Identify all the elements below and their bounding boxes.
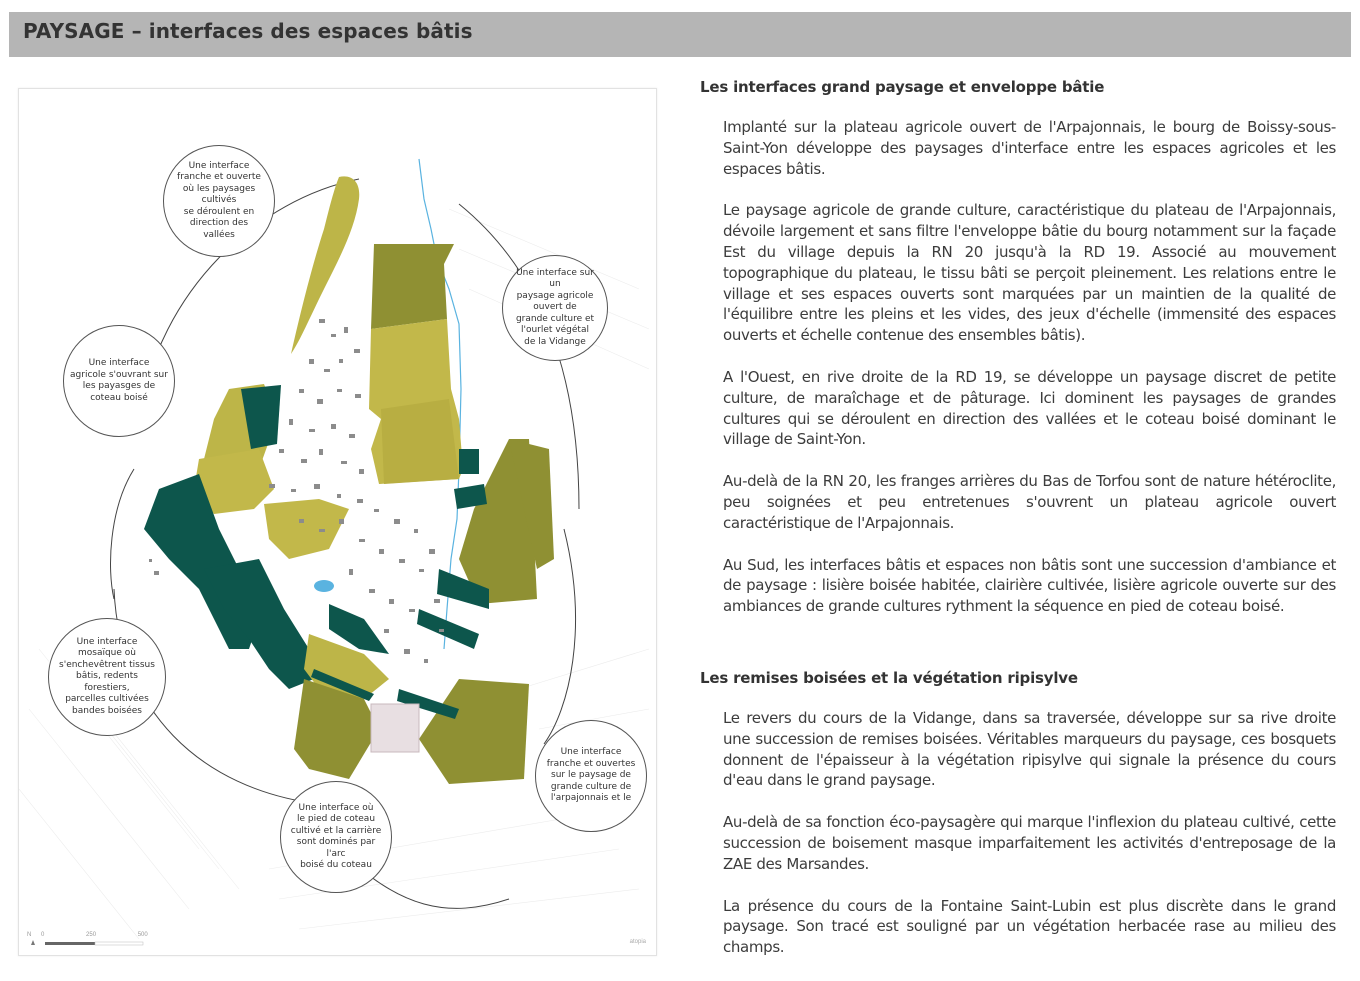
- map-credit: atopia: [629, 939, 646, 945]
- interface-bubble-southwest: Une interface mosaïque où s'enchevêtrent tissus bâtis, redents forestiers, parcelles cultivées bandes boisées: [48, 618, 166, 736]
- north-label: N: [27, 932, 32, 938]
- scale-labels: [27, 932, 148, 938]
- interface-bubble-west: Une interface agricole s'ouvrant sur les payasges de coteau boisé: [63, 325, 175, 437]
- paragraph: Au-delà de sa fonction éco-paysagère qui marque l'inflexion du plateau cultivé, cette succession de boisement masque imparfaitement les activités d'entreposage de la ZAE des Marsandes.: [723, 813, 1336, 873]
- interface-bubble-southeast: Une interface franche et ouvertes sur le paysage de grande culture de l'arpajonnais et le: [535, 720, 647, 832]
- landscape-map: [18, 88, 657, 956]
- paragraph: Implanté sur la plateau agricole ouvert de l'Arpajonnais, le bourg de Boissy-sous-Saint-Yon développe des paysages d'interface entre les espaces agricoles et les espaces bâtis.: [723, 118, 1336, 178]
- interface-bubble-south: Une interface où le pied de coteau cultivé et la carrière sont dominés par l'arc boisé du coteau: [280, 781, 392, 893]
- parcel-east-small-dark: [459, 449, 479, 474]
- parcel-east-lower: [381, 399, 459, 484]
- quarry: [371, 704, 419, 752]
- paragraph: Au Sud, les interfaces bâtis et espaces non bâtis sont une succession d'ambiance et de paysage : lisière boisée habitée, clairière cultivée, lisière agricole ouverte sur des ambiances de grande cultures rythment la séquence en pied de coteau boisé.: [723, 555, 1336, 616]
- interface-bubble-north: Une interface franche et ouverte où les paysages cultivés se déroulent en direction des vallées: [163, 145, 275, 257]
- paragraph: Au-delà de la RN 20, les franges arrières du Bas de Torfou sont de nature hétéroclite, peu soignées et peu entretenues s'ouvrent un plateau agricole ouvert caractéristique de l'Arpajonnais.: [723, 472, 1336, 532]
- scale-tick-500: 500: [137, 932, 148, 938]
- paragraph: A l'Ouest, en rive droite de la RD 19, se développe un paysage discret de petite culture, de maraîchage et de pâturage. Ici dominent les paysages de grandes cultures qui se déroulent en direction des vallées et le coteau boisé dominant le village de Saint-Yon.: [723, 367, 1336, 449]
- paragraph: Le paysage agricole de grande culture, caractéristique du plateau de l'Arpajonnais, dévoile largement et sans filtre l'enveloppe bâtie du bourg notamment sur la façade Est du village depuis la RN 20 jusqu'à la RD 19. Associé au mouvement topographique du plateau, le tissu bâti se perçoit pleinement. Les relations entre le village et ses espaces ouverts sont marquées par un maintien de la qualité de l'équilibre entre les pleins et les vides, des jeux d'échelle (immensité des espaces ouverts et échelle contenue des ensembles bâtis).: [723, 201, 1336, 345]
- scale-tick-250: 250: [86, 932, 97, 938]
- parcel-north-field: [371, 244, 454, 329]
- section-title-interfaces: Les interfaces grand paysage et enveloppe bâtie: [700, 78, 1105, 96]
- text-column: [700, 78, 1336, 973]
- scale-tick-0: 0: [41, 932, 45, 938]
- paragraph: La présence du cours de la Fontaine Saint-Lubin est plus discrète dans le grand paysage. Son tracé est souligné par un végétation herbacée rase au milieu des champs.: [723, 896, 1336, 957]
- pond: [314, 580, 334, 592]
- section-title-remises: Les remises boisées et la végétation ripisylve: [700, 668, 1078, 687]
- interface-bubble-northeast: Une interface sur un paysage agricole ouvert de grande culture et l'ourlet végétal de la Vidange: [502, 255, 608, 361]
- paragraph: Le revers du cours de la Vidange, dans sa traversée, développe sur sa rive droite une succession de remises boisées. Véritables marqueurs du paysage, ces bosquets donnent de l'épaisseur à la végétation ripisylve qui signale la présence du cours d'eau dans le grand paysage.: [723, 708, 1336, 790]
- header-band: [9, 12, 1351, 57]
- page-title: PAYSAGE – interfaces des espaces bâtis: [23, 19, 473, 43]
